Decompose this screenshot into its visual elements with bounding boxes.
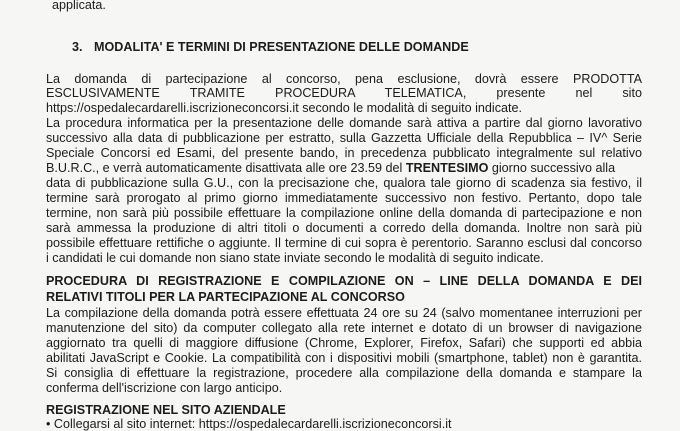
- para2-line-9: possibile effettuare rettifiche o aggiunte. Il termine di cui sopra è perentorio. Saranno esclusi dal concorso: [46, 236, 642, 250]
- section-number: 3.: [72, 40, 83, 54]
- para2-line-4-end: giorno successivo alla: [488, 161, 616, 175]
- para2-line-1: La procedura informatica per la presentazione delle domande sarà attiva a partire dal giorno lavorativo: [46, 116, 642, 130]
- para2-line-10: i candidati le cui domande non siano state inviate secondo le modalità di seguito indicate.: [46, 251, 544, 265]
- procedure-heading-line-2: RELATIVI TITOLI PER LA PARTECIPAZIONE AL CONCORSO: [46, 290, 405, 304]
- para2-line-8: sarà ammessa la produzione di altri titoli o documenti a corredo della domanda. Inoltre non sarà più: [46, 221, 642, 235]
- para2-line-7: termine, non sarà più possibile effettuare la compilazione online della domanda di partecipazione e non: [46, 206, 642, 220]
- para3-line-6: conferma dell'iscrizione con largo anticipo.: [46, 381, 283, 395]
- section-heading: [72, 40, 469, 54]
- para3-line-3: aggiornato tra quelli di maggiore diffusione (Chrome, Explorer, Firefox, Safari) che supporti ed abbia: [46, 336, 642, 350]
- para1-line-1: La domanda di partecipazione al concorso, pena esclusione, dovrà essere PRODOTTA: [46, 72, 642, 86]
- bullet-item: • Collegarsi al sito internet: https://ospedalecardarelli.iscrizioneconcorsi.it: [46, 417, 452, 431]
- para2-line-5: data di pubblicazione sulla G.U., con la precisazione che, qualora tale giorno di scadenza sia festivo, il: [46, 176, 642, 190]
- procedure-heading-line-1: PROCEDURA DI REGISTRAZIONE E COMPILAZIONE ON – LINE DELLA DOMANDA E DEI: [46, 274, 642, 288]
- para1-line-2: ESCLUSIVAMENTE TRAMITE PROCEDURA TELEMATICA, presente nel sito: [46, 86, 642, 100]
- para3-line-5: Si consiglia di effettuare la registrazione, procedere alla compilazione della domanda e stampare la: [46, 366, 642, 380]
- para2-line-4: [46, 161, 642, 176]
- top-fragment: applicata.: [52, 0, 106, 12]
- para2-line-2: successivo alla data di pubblicazione per estratto, sulla Gazzetta Ufficiale della Repubblica – IV^ Serie: [46, 131, 642, 145]
- para3-line-2: manutenzione del sito) da computer collegato alla rete internet e dotato di un browser di navigazione: [46, 321, 642, 335]
- registration-heading: REGISTRAZIONE NEL SITO AZIENDALE: [46, 403, 286, 417]
- para3-line-1: La compilazione della domanda potrà essere effettuata 24 ore su 24 (salvo momentanee interruzioni per: [46, 306, 642, 320]
- deadline-emphasis: TRENTESIMO: [405, 161, 489, 175]
- para2-line-4-start: B.U.R.C., e verrà automaticamente disattivata alle ore 23.59 del: [46, 161, 406, 175]
- para2-line-6: termine sarà prorogato al primo giorno immediatamente successivo non festivo. Pertanto, dopo tale: [46, 191, 642, 205]
- section-title: MODALITA' E TERMINI DI PRESENTAZIONE DELLE DOMANDE: [94, 40, 469, 54]
- para1-line-3: https://ospedalecardarelli.iscrizioneconcorsi.it secondo le modalità di seguito indicate.: [46, 101, 523, 115]
- para2-line-3: Speciale Concorsi ed Esami, del presente bando, in precedenza pubblicato integralmente sul relativo: [46, 146, 642, 160]
- para3-line-4: abilitati JavaScript e Cookie. La compatibilità con i dispositivi mobili (smartphone, tablet) non è garantita.: [46, 351, 642, 365]
